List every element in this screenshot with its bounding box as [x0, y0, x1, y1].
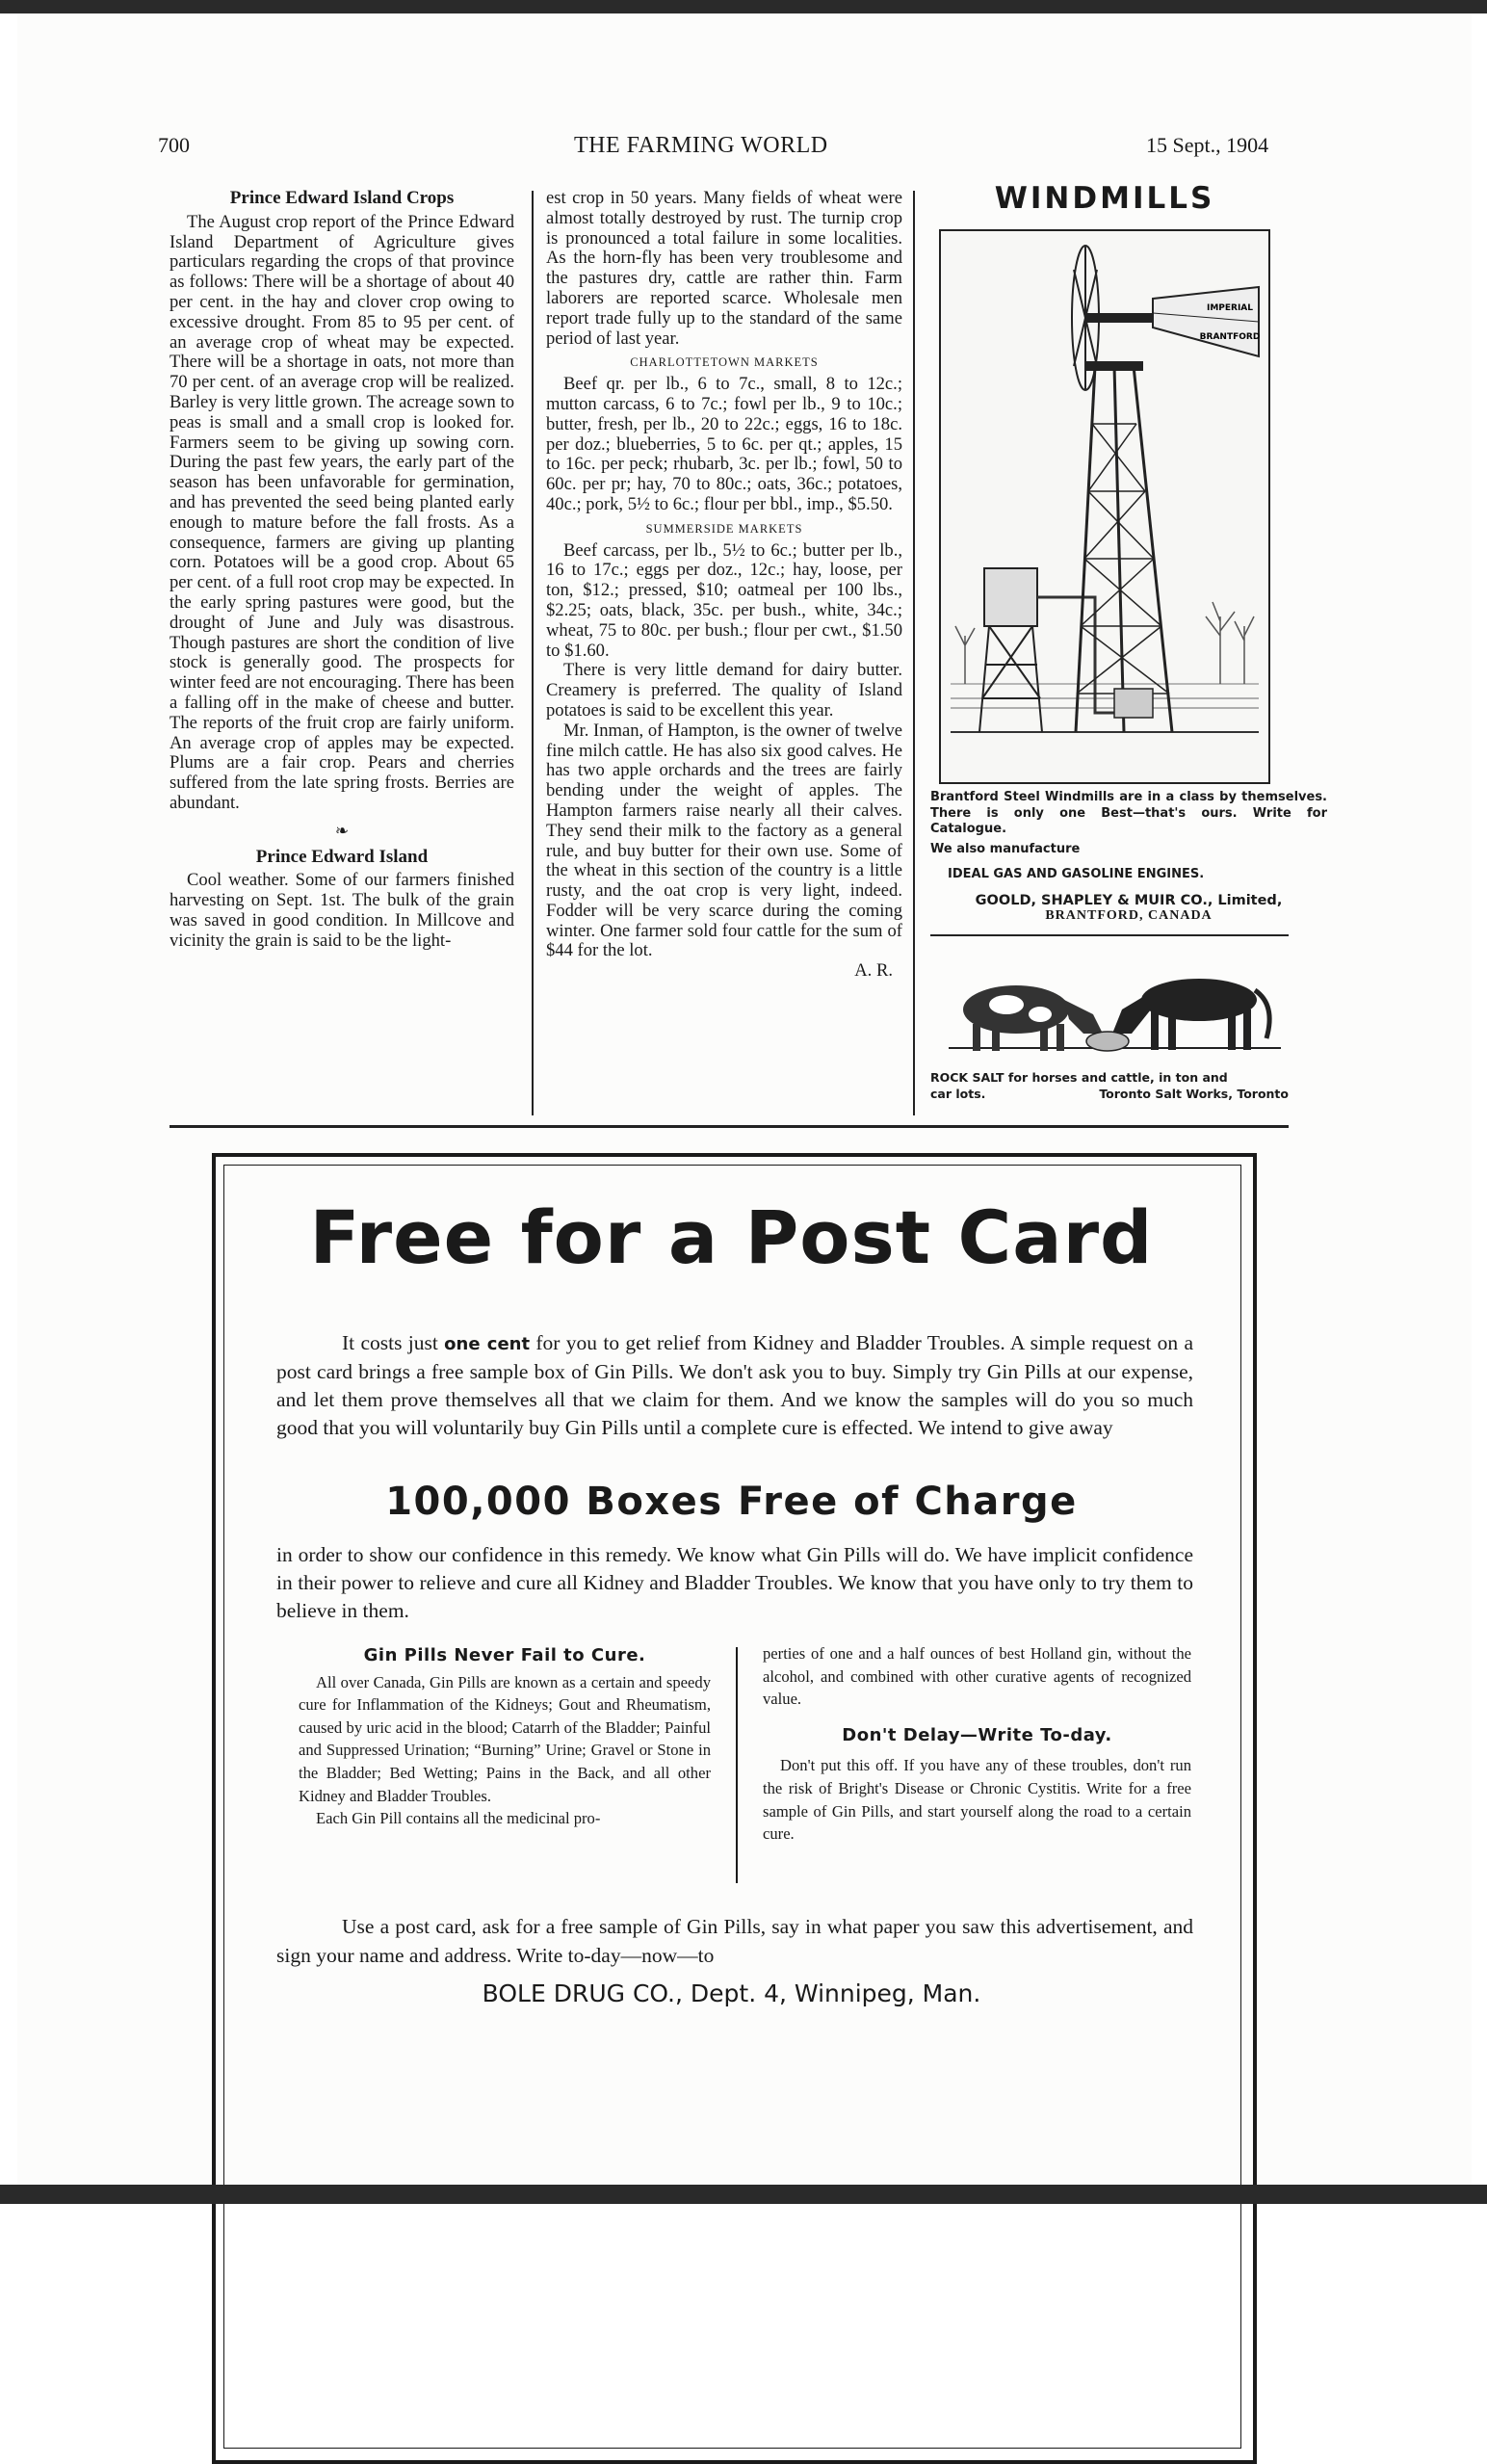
article-body: est crop in 50 years. Many fields of wheat were almost totally destroyed by rust. The turnip crop is pronounced a total failure in some localities. As the horn-fly has been very troublesome and the pastures dry, cattle are rather thin. Farm laborers are reported scarce. Wholesale men report trade fully up to the standard of the same period of last year.	[546, 188, 902, 349]
rock-salt-text: ROCK SALT for horses and cattle, in ton and	[930, 1070, 1228, 1085]
windmill-ad-text: Brantford Steel Windmills are in a class by themselves. There is only one Best—that's ours. Write for Catalogue.	[930, 790, 1327, 836]
vane-label: BRANTFORD	[1199, 332, 1261, 342]
cattle-illustration	[949, 957, 1281, 1067]
ad-column-text: All over Canada, Gin Pills are known as a certain and speedy cure for Inflammation of the Kidneys; Gout and Rheumatism, caused by uric acid in the blood; Catarrh of the Bladder; Painful and Suppressed Urination; “Burning” Urine; Gravel or Stone in the Bladder; Bed Wetting; Pains in the Back, and all other Kidney and Bladder Troubles.	[299, 1672, 711, 1805]
article-title: Prince Edward Island Crops	[229, 188, 455, 208]
ad-text-bold: one cent	[444, 1334, 531, 1354]
article-body: Cool weather. Some of our farmers finished harvesting on Sept. 1st. The bulk of the grain was saved in good condition. In Millcove and vicinity the grain is said to be the light-	[170, 870, 514, 951]
ad-column-divider	[736, 1647, 738, 1883]
column-2	[546, 189, 902, 982]
article-paragraph: Mr. Inman, of Hampton, is the owner of twelve fine milch cattle. He has also six good calves. He has two apple orchards and the trees are fairly bending under the weight of apples. The Hampton farmers raise nearly all their calves. They send their milk to the factory as a general rule, and buy butter for their own use. Some of the wheat in this section of the country is a little rusty, and the oat crop is very light, indeed. Fodder will be very scarce during the coming winter. One farmer sold four cattle for the sum of $44 for the lot.	[546, 720, 902, 961]
ad-paragraph	[276, 1329, 1193, 1442]
ad-column-text: perties of one and a half ounces of best Holland gin, without the alcohol, and combined with other curative agents of recognized value.	[763, 1644, 1191, 1709]
market-prices: Beef qr. per lb., 6 to 7c., small, 8 to 12c.; mutton carcass, 6 to 7c.; fowl per lb., 9 to 10c.; butter, fresh, per lb., 20 to 22c.; eggs, 16 to 18c. per doz.; blueberries, 5 to 6c. per qt.; apples, 15 to 16c. per peck; rhubarb, 3c. per lb.; fowl, 50 to 60c. per pr; hay, 70 to 80c.; oats, 36c.; potatoes, 40c.; pork, 5½ to 6c.; flour per bbl., imp., $5.50.	[546, 374, 902, 514]
ad-subheadline: 100,000 Boxes Free of Charge	[385, 1480, 1078, 1524]
ad-column-right	[763, 1642, 1191, 1846]
scan-bottom-border	[0, 2185, 1487, 2204]
author-signature: A. R.	[854, 960, 893, 982]
ad-column-text: Don't put this off. If you have any of these troubles, don't run the risk of Bright's Disease or Chronic Cystitis. Write for a free sample of Gin Pills, and start yourself along the road to a certain cure.	[763, 1756, 1191, 1844]
ad-call-to-action: Use a post card, ask for a free sample of Gin Pills, say in what paper you saw this advertisement, and sign your name and address. Write to-day—now—to	[276, 1915, 1193, 1967]
section-ornament: ❧	[334, 821, 350, 840]
ad-column-left	[299, 1644, 711, 1830]
issue-date: 15 Sept., 1904	[1146, 133, 1269, 157]
ad-divider	[930, 934, 1289, 936]
ad-headline: Free for a Post Card	[309, 1194, 1154, 1280]
page-number: 700	[158, 133, 190, 157]
cattle-drawing	[949, 957, 1281, 1067]
windmill-ad-text: We also manufacture	[930, 841, 1081, 856]
ad-address: BOLE DRUG CO., Dept. 4, Winnipeg, Man.	[482, 1979, 981, 2007]
rock-salt-company: Toronto Salt Works, Toronto	[1099, 1087, 1289, 1101]
ad-column-text: Each Gin Pill contains all the medicinal pro-	[316, 1809, 601, 1828]
section-divider	[170, 1125, 1289, 1128]
windmill-ad-location: BRANTFORD, CANADA	[1045, 908, 1213, 923]
windmill-ad-company: GOOLD, SHAPLEY & MUIR CO., Limited,	[975, 892, 1283, 908]
market-heading: SUMMERSIDE MARKETS	[645, 521, 803, 536]
ad-text: for you to get relief from Kidney and Bladder Troubles. A simple request on a post card brings a free sample box of Gin Pills. We don't ask you to buy. Simply try Gin Pills at our expense, and let them prove themselves all that we claim for them. And we know the samples will do you so much good that you will voluntarily buy Gin Pills until a complete cure is effected. We intend to give away	[276, 1331, 1194, 1439]
vane-label: IMPERIAL	[1206, 303, 1254, 313]
column-divider	[913, 191, 915, 1115]
ad-text: It costs just	[342, 1331, 445, 1354]
windmill-ad-title: WINDMILLS	[994, 181, 1215, 216]
article-paragraph: There is very little demand for dairy butter. Creamery is preferred. The quality of Island potatoes is said to be excellent this year.	[546, 660, 902, 721]
rock-salt-text: car lots.	[930, 1087, 986, 1101]
ad-paragraph: in order to show our confidence in this remedy. We know what Gin Pills will do. We have implicit confidence in their power to relieve and cure all Kidney and Bladder Troubles. We know that you have only to try them to believe in them.	[276, 1543, 1193, 1622]
column-divider	[532, 191, 534, 1115]
ad-column-heading: Gin Pills Never Fail to Cure.	[363, 1645, 646, 1665]
journal-title: THE FARMING WORLD	[574, 133, 828, 158]
article-title: Prince Edward Island	[255, 846, 429, 867]
windmill-ad-caption	[930, 790, 1327, 925]
market-heading: CHARLOTTETOWN MARKETS	[630, 355, 819, 370]
market-prices: Beef carcass, per lb., 5½ to 6c.; butter per lb., 16 to 17c.; eggs per doz., 12c.; hay, loose, per ton, $12.; pressed, $10; oatmeal per 100 lbs., $2.25; oats, black, 35c. per bush., white, 34c.; wheat, 75 to 80c. per bush.; flour per cwt., $1.50 to $1.60.	[546, 539, 902, 661]
windmill-ad-text: IDEAL GAS AND GASOLINE ENGINES.	[948, 867, 1205, 881]
windmill-illustration	[939, 229, 1270, 784]
column-1	[170, 189, 514, 951]
rock-salt-ad	[930, 1069, 1289, 1102]
article-body: The August crop report of the Prince Edward Island Department of Agriculture gives particulars regarding the crops of that province as follows: There will be a shortage of about 40 per cent. in the hay and clover crop owing to excessive drought. From 85 to 95 per cent. of an average crop of wheat may be expected. There will be a shortage in oats, not more than 70 per cent. of an average crop will be realized. Barley is very little grown. The acreage sown to peas is small and a small crop is looked for. Farmers seem to be giving up sowing corn. During the past few years, the early part of the season has been unfavorable for germination, and has prevented the seed being planted early enough to mature before the fall frosts. As a consequence, farmers are giving up planting corn. Potatoes will be a good crop. About 65 per cent. of a full root crop may be expected. In the early spring pastures were good, but the drought of June and July was disastrous. Though pastures are short the condition of live stock is generally good. The prospects for winter feed are not encouraging. There has been a falling off in the make of cheese and butter. The reports of the fruit crop are fairly uniform. An average crop of apples may be expected. Plums are a fair crop. Pears and cherries suffered from the late spring frosts. Berries are abundant.	[170, 211, 514, 813]
scan-top-border	[0, 0, 1487, 13]
ad-column-heading: Don't Delay—Write To-day.	[842, 1724, 1112, 1745]
windmill-drawing	[941, 231, 1268, 782]
